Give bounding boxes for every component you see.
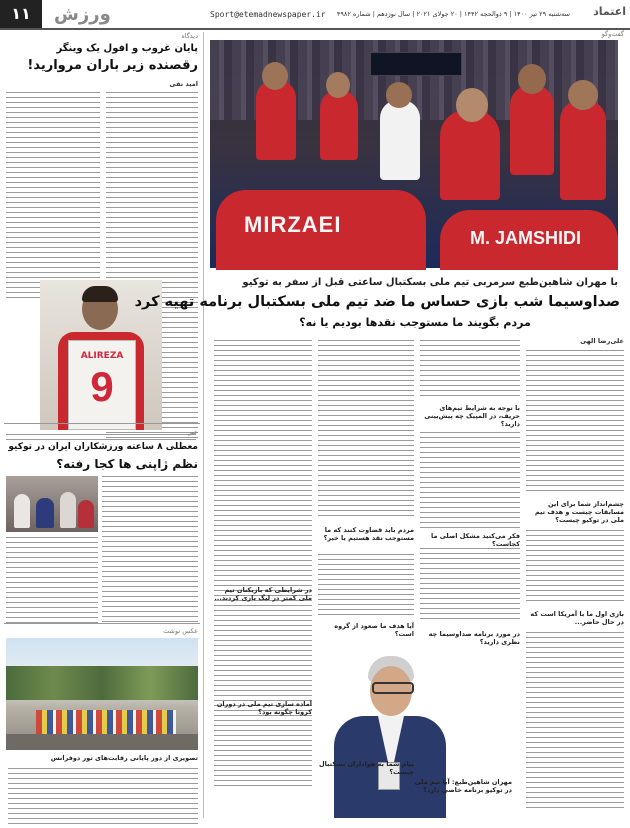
basketball-team-photo [210,40,618,268]
main-col-3-text-b [318,554,414,619]
main-headline: صداوسیما شب بازی حساس ما ضد تیم ملی بسکتبال برنامه تهیه کرد [134,294,620,310]
scoreboard [370,52,462,76]
player-head [262,62,288,90]
athlete-figure [78,500,94,528]
news-body-left [6,537,98,627]
page-header [0,0,630,30]
cyclist-group [36,710,176,734]
news-tag: خبر [188,428,198,436]
question-6: مردم باید قضاوت کنند که ما مستوجب نقد هستیم یا خیر؟ [323,526,414,542]
main-col-1-text [526,350,624,495]
question-9: آماده سازی تیم ملی در دوران کرونا چگونه بود؟ [216,700,312,716]
opinion-body-text-left [6,92,100,302]
main-byline: علی‌رضا الهی [580,337,624,345]
question-8: در شرایطی که بازیکنان تیم ملی کمتر در لیگ بازی کردند... [214,586,312,602]
jersey-name-mirzaei: MIRZAEI [244,212,342,237]
question-10: پیام شما به هواداران بسکتبال چیست؟ [318,760,414,776]
coach-head [456,88,488,122]
tree-row [6,666,198,700]
main-col-1-text-c [526,632,624,812]
main-col-3-text [318,340,414,520]
coach-glasses [372,682,414,694]
main-col-2-text-c [420,548,520,623]
newspaper-logo: اعتماد [593,5,626,18]
news-kicker: معطلی ۸ ساعته ورزشکاران ایران در توکیو [8,442,198,452]
opinion-byline: امید نقی [169,80,198,88]
question-1: چشم‌انداز شما برای این مسابقات چیست و هدف تیم ملی در توکیو چیست؟ [534,500,624,524]
section-email: Sport@etemadnewspaper.ir [210,10,326,19]
main-col-2-text [420,340,520,400]
player-figure [510,85,554,175]
held-jersey-number: 9 [90,363,114,410]
photo-section-tag: عکس نوشت [163,627,198,635]
question-3: با توجه به شرایط تیم‌های حریف، در المپیک چه پیش‌بینی دارید؟ [424,404,520,428]
news-body-right [102,476,198,626]
issue-date-line: سه‌شنبه ۲۹ تیر ۱۴۰۰ | ۹ ذوالحجه ۱۴۴۲ | ۲۰ جولای ۲۰۲۱ | سال نوزدهم | شماره ۴۹۸۲ [336,10,570,18]
coach-figure [440,110,500,200]
opinion-headline: رقصنده زیر باران مروارید! [27,58,198,73]
question-5: در مورد برنامه صداوسیما چه نظری دارید؟ [428,630,520,646]
athletes-photo [6,476,98,532]
news-headline: نظم ژاپنی ها کجا رفته؟ [56,457,198,471]
column-divider [203,32,204,818]
news-separator [4,423,200,424]
cycling-caption-text [8,768,198,828]
main-subhead: مردم بگویند ما مستوجب نقد‌ها بودیم یا نه؟ [299,316,531,329]
athlete-figure [60,492,76,528]
player-figure [256,80,296,160]
foreground-jersey-right [440,210,618,270]
athlete-figure [36,498,54,528]
left-column [4,30,200,820]
interview-tag: گفت‌وگو [601,30,624,38]
main-col-4-text [214,340,312,790]
photo-section-separator [4,623,200,624]
player-head [386,82,412,108]
main-kicker: با مهران شاهین‌طبع سرمربی تیم ملی بسکتبال ساعتی قبل از سفر به توکیو [242,277,618,288]
cycling-photo [6,638,198,750]
athlete-figure [14,494,30,528]
opinion-tag: دیدگاه [181,32,198,40]
main-col-2-text-b [420,432,520,532]
player-hair [82,286,118,302]
question-7: آیا هدف ما صعود از گروه است؟ [334,622,414,638]
question-2: بازی اول ما با آمریکا است که در حال حاضر... [530,610,624,626]
player-figure [380,100,420,180]
jersey-name-jamshidi: M. JAMSHIDI [470,228,582,248]
player-head [518,64,546,94]
main-col-1-text-b [526,530,624,605]
cycling-photo-caption: تصویری از دور پایانی رقابت‌های تور دوفرانس [50,754,198,762]
held-jersey-name: ALIREZA [80,351,124,361]
player-figure [560,100,606,200]
road [6,734,198,750]
opinion-kicker: پایان غروب و افول یک وینگر [56,43,198,54]
player-head [568,80,598,110]
coach-portrait-caption: مهران شاهین‌طبع: آیا تیم ملی در توکیو برنامه خاصی دارد؟ [414,778,512,794]
player-figure [320,90,358,160]
foreground-jersey-left [216,190,426,270]
player-head [326,72,350,98]
page-number: ۱۱ [0,0,42,28]
held-jersey [68,340,136,430]
question-4: فکر می‌کنید مشکل اصلی ما کجاست؟ [431,532,520,548]
section-title: ورزش [54,4,111,25]
